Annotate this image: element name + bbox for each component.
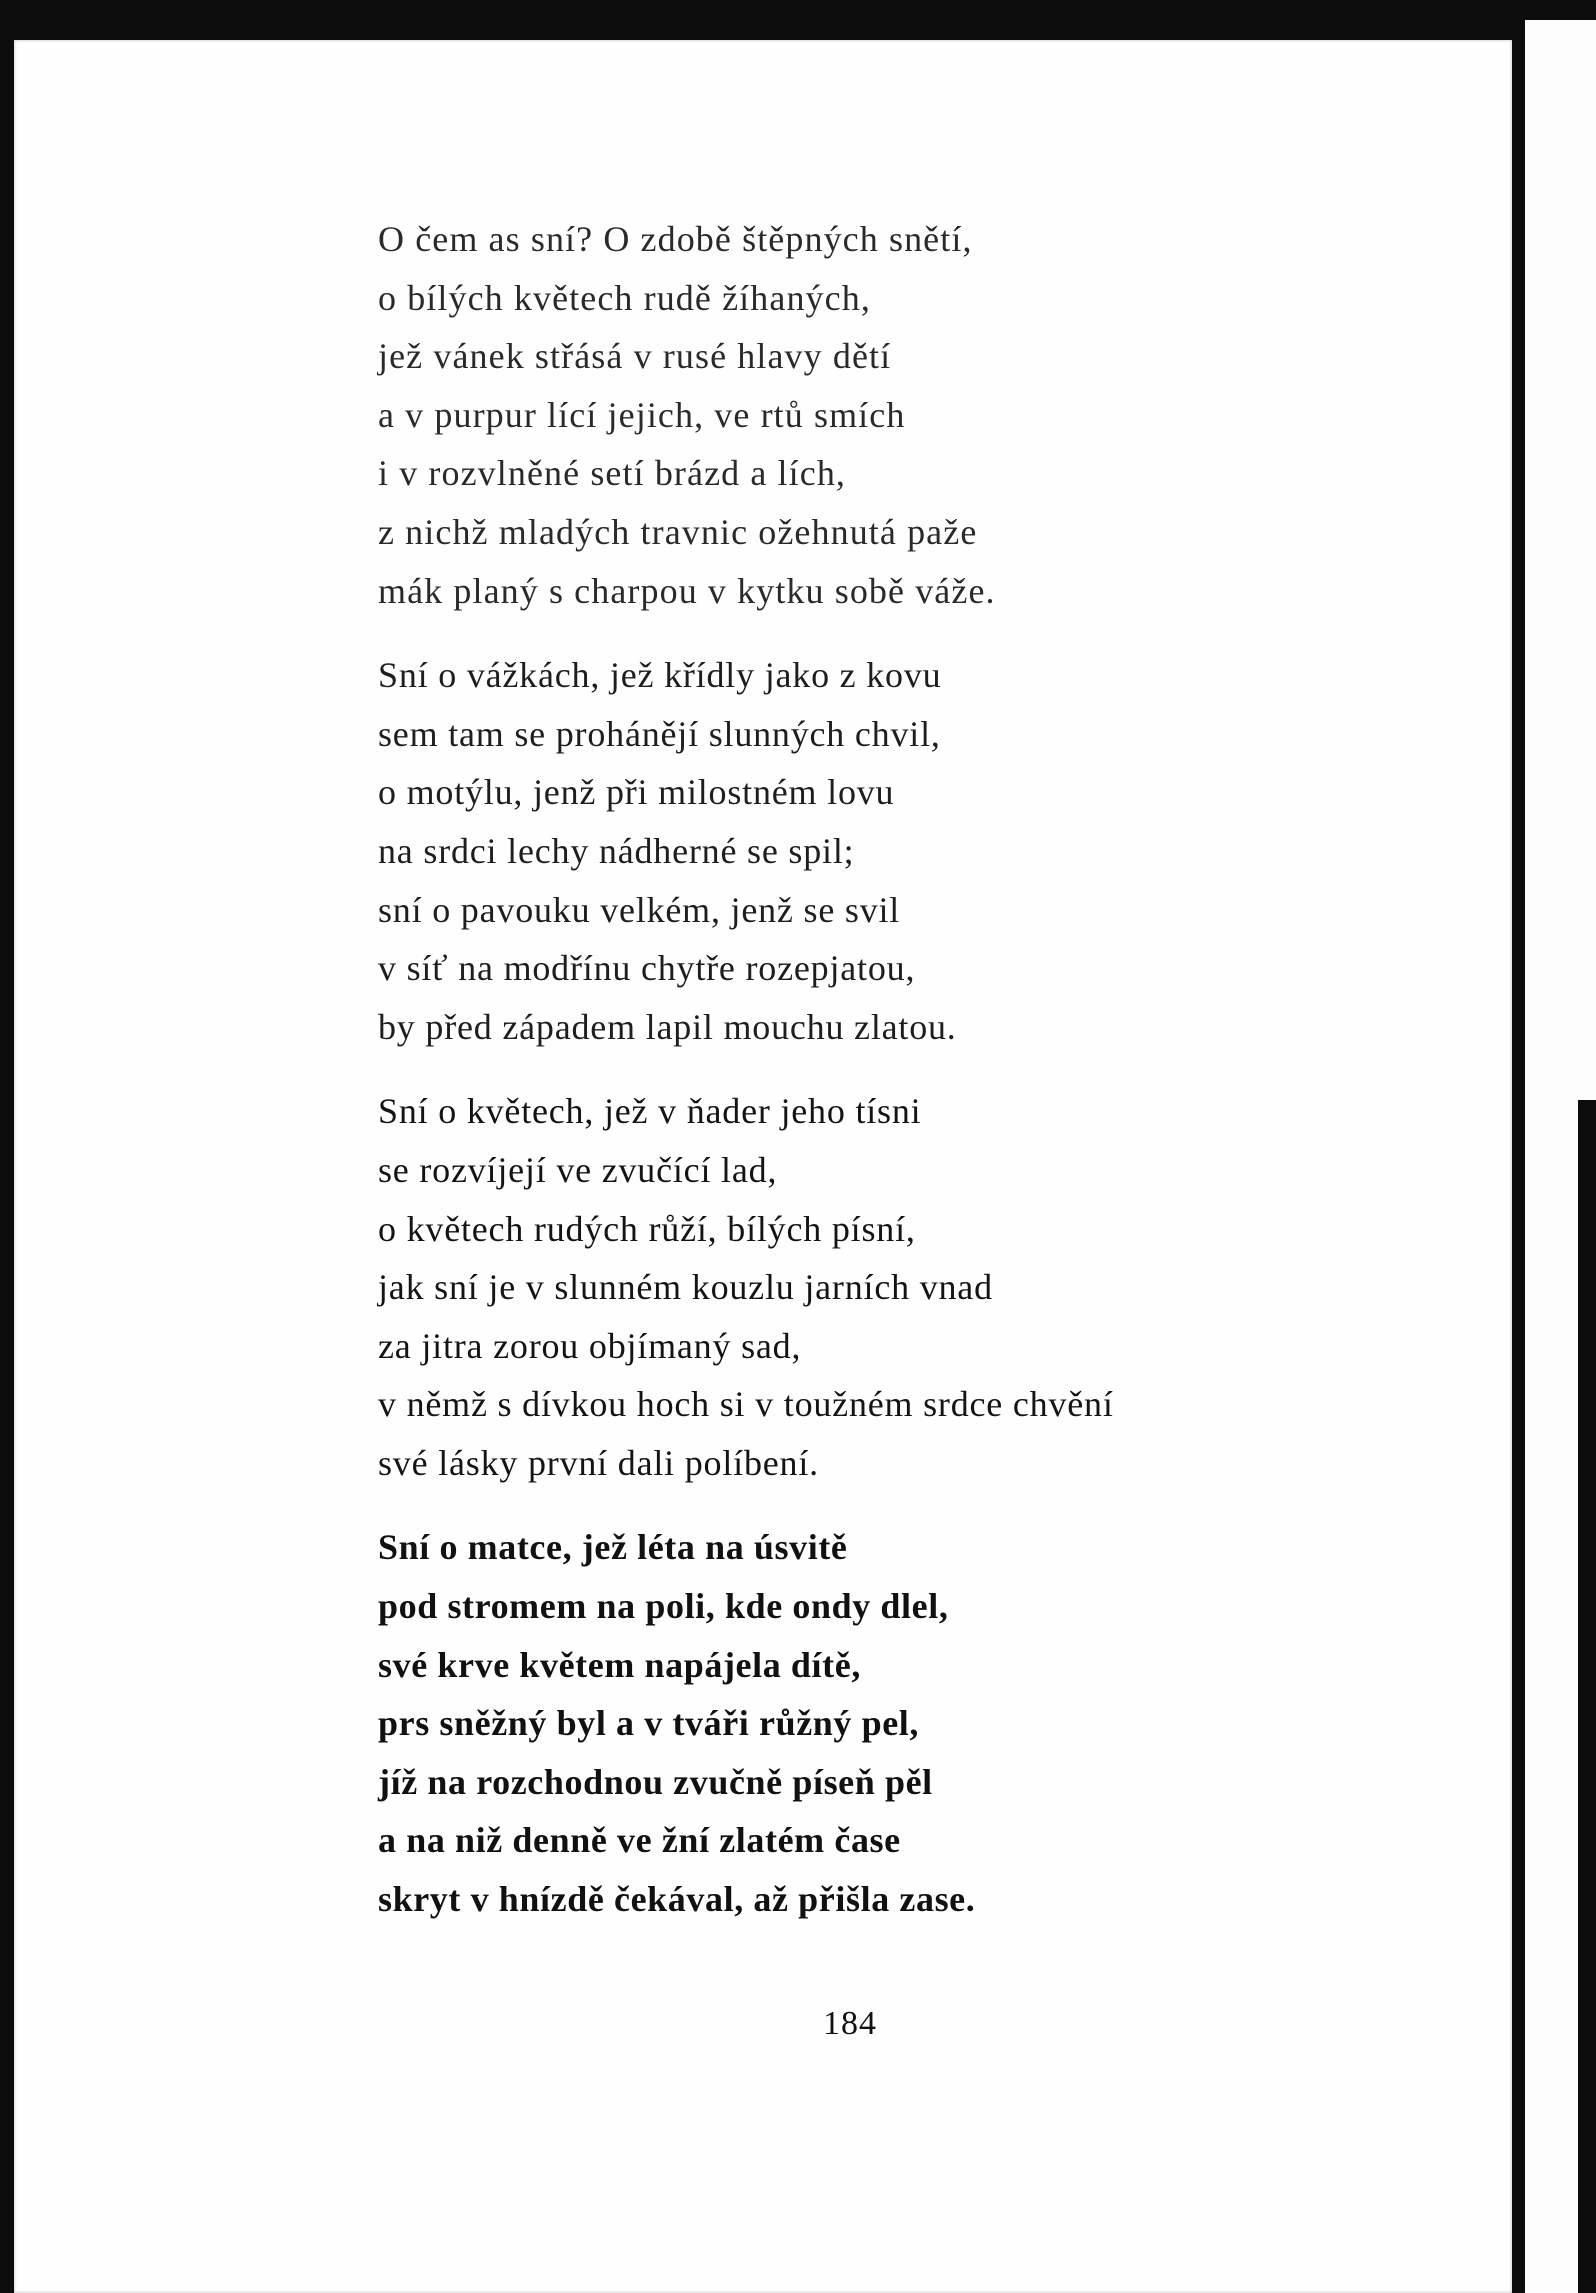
stanza-1: [378, 210, 1478, 620]
verse-line: O čem as sní? O zdobě štěpných snětí,: [378, 219, 973, 259]
verse-line: i v rozvlněné setí brázd a lích,: [378, 453, 847, 494]
binding-shadow: [1578, 1100, 1596, 2293]
verse-line: sem tam se prohánějí slunných chvil,: [378, 713, 941, 754]
verse-line: pod stromem na poli, kde ondy dlel,: [378, 1586, 949, 1627]
verse-line: o bílých květech rudě žíhaných,: [378, 277, 871, 318]
verse-line: Sní o vážkách, jež křídly jako z kovu: [378, 655, 942, 696]
verse-line: se rozvíjejí ve zvučící lad,: [378, 1149, 778, 1190]
verse-line: by před západem lapil mouchu zlatou.: [378, 1006, 957, 1047]
verse-line: prs sněžný byl a v tváři růžný pel,: [378, 1703, 920, 1744]
verse-line: a v purpur lící jejich, ve rtů smích: [378, 394, 906, 435]
scan-top-edge: [0, 0, 1596, 26]
stanza-2: [378, 646, 1478, 1056]
verse-line: mák planý s charpou v kytku sobě váže.: [378, 570, 996, 611]
verse-line: Sní o matce, jež léta na úsvitě: [378, 1527, 848, 1568]
verse-line: jíž na rozchodnou zvučně píseň pěl: [378, 1761, 933, 1802]
verse-line: v němž s dívkou hoch si v toužném srdce chvění: [378, 1384, 1114, 1425]
verse-line: jak sní je v slunném kouzlu jarních vnad: [378, 1267, 993, 1308]
poem-text: [378, 210, 1478, 1929]
verse-line: z nichž mladých travnic ožehnutá paže: [378, 511, 978, 552]
verse-line: v síť na modřínu chytře rozepjatou,: [378, 948, 916, 989]
verse-line: za jitra zorou objímaný sad,: [378, 1325, 802, 1366]
verse-line: sní o pavouku velkém, jenž se svil: [378, 889, 901, 930]
verse-line: své krve květem napájela dítě,: [378, 1644, 861, 1685]
verse-line: a na niž denně ve žní zlatém čase: [378, 1820, 901, 1861]
verse-line: jež vánek střásá v rusé hlavy dětí: [378, 336, 892, 377]
verse-line: skryt v hnízdě čekával, až přišla zase.: [378, 1879, 976, 1920]
stanza-4: [378, 1518, 1478, 1928]
stanza-3: [378, 1082, 1478, 1492]
verse-line: o květech rudých růží, bílých písní,: [378, 1208, 916, 1249]
verse-line: na srdci lechy nádherné se spil;: [378, 830, 855, 871]
verse-line: své lásky první dali políbení.: [378, 1442, 819, 1483]
verse-line: o motýlu, jenž při milostném lovu: [378, 772, 895, 813]
page-number: 184: [823, 2005, 877, 2042]
verse-line: Sní o květech, jež v ňader jeho tísni: [378, 1091, 922, 1132]
